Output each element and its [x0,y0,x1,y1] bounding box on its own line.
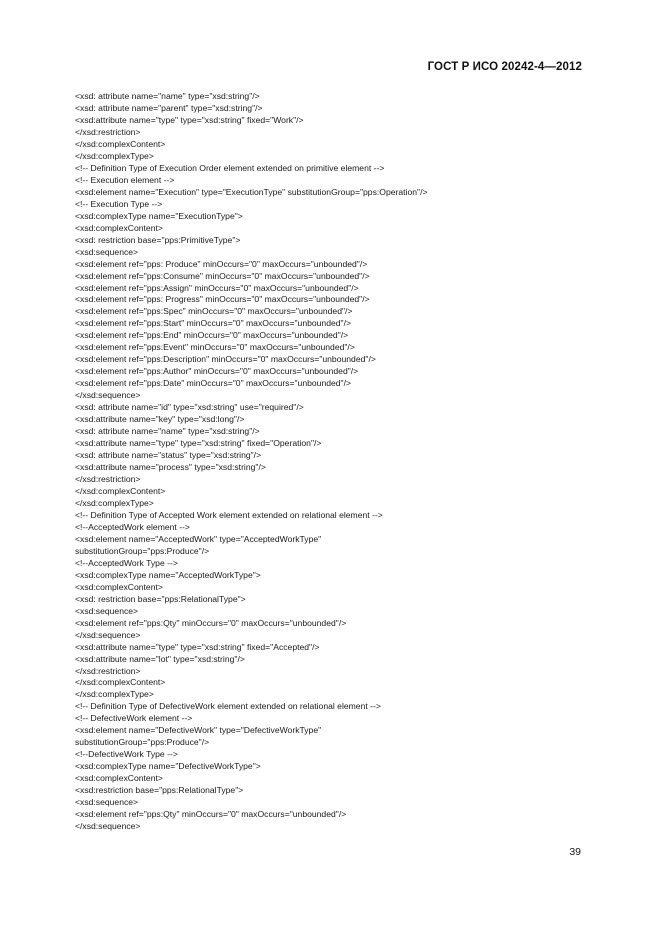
code-line: <xsd: restriction base="pps:PrimitiveType"> [75,234,241,245]
code-line: <xsd:complexContent> [75,222,163,233]
code-line: </xsd:sequence> [75,821,141,832]
code-line: <xsd:element ref="pps:Start" minOccurs="0" maxOccurs="unbounded"/> [75,318,352,329]
code-line: </xsd:restriction> [75,474,141,484]
code-line: <!-- Definition Type of Execution Order element extended on primitive element --> [75,162,385,173]
code-line: <xsd:attribute name="lot" type="xsd:string"/> [75,653,245,664]
code-line: <xsd:element ref="pps:Qty" minOccurs="0" maxOccurs="unbounded"/> [75,809,347,820]
code-line: <xsd:element ref="pps: Progress" minOccurs="0" maxOccurs="unbounded"/> [75,294,370,305]
code-line: </xsd:restriction> [75,665,141,676]
code-line: </xsd:complexType> [75,497,154,508]
code-line: <xsd: attribute name="status" type="xsd:string"/> [75,450,262,461]
code-line: <!-- Definition Type of DefectiveWork element extended on relational element --> [75,701,381,712]
page-number: 39 [569,846,581,858]
code-line: <xsd:attribute name="key" type="xsd:long"/> [75,414,245,425]
code-line: <xsd:element name="Execution" type="ExecutionType" substitutionGroup="pps:Operation"/> [75,186,428,197]
code-line: <xsd: attribute name="id" type="xsd:string" use="required"/> [75,402,304,413]
code-line: <xsd:attribute name="type" type="xsd:string" fixed="Work"/> [75,114,304,125]
code-line: <!-- Definition Type of Accepted Work element extended on relational element --> [75,509,383,520]
code-line: <xsd:sequence> [75,605,139,616]
code-line: <xsd:restriction base="pps:RelationalType"> [75,785,244,796]
code-line: <xsd:attribute name="type" type="xsd:string" fixed="Accepted"/> [75,641,320,652]
code-line: <!--AcceptedWork element --> [75,521,190,532]
code-line: <xsd:sequence> [75,246,139,257]
code-line: <xsd:element ref="pps:Event" minOccurs="0" maxOccurs="unbounded"/> [75,342,355,353]
code-line: <xsd:element name="AcceptedWork" type="AcceptedWorkType" [75,533,322,544]
code-line: <xsd:sequence> [75,797,139,808]
code-line: <xsd: attribute name="parent" type="xsd:string"/> [75,102,263,113]
standard-id-header: ГОСТ Р ИСО 20242-4—2012 [427,61,582,73]
code-line: </xsd:complexType> [75,689,154,700]
code-line: </xsd:complexType> [75,150,154,161]
code-line: <!-- Execution Type --> [75,198,163,209]
code-line: <xsd:complexType name="ExecutionType"> [75,210,243,221]
code-line: <xsd:complexType name="AcceptedWorkType"> [75,569,261,580]
xsd-code-listing [75,91,595,833]
code-line: <xsd: attribute name="name" type="xsd:string"/> [75,426,260,437]
code-line: <xsd:complexContent> [75,581,163,592]
code-line: <xsd:element ref="pps:Consume" minOccurs="0" maxOccurs="unbounded"/> [75,270,370,281]
code-line: <xsd:complexContent> [75,773,163,784]
code-line: <xsd:attribute name="process" type="xsd:string"/> [75,462,266,473]
code-line: <xsd:complexType name="DefectiveWorkType"> [75,761,261,772]
code-line: <xsd:element ref="pps:Spec" minOccurs="0" maxOccurs="unbounded"/> [75,306,353,317]
code-line: </xsd:sequence> [75,629,141,640]
code-line: <xsd:element ref="pps:Date" minOccurs="0" maxOccurs="unbounded"/> [75,378,352,389]
code-line: substitutionGroup="pps:Produce"/> [75,737,210,748]
code-line: <!--AcceptedWork Type --> [75,557,178,568]
code-line: <xsd:element ref="pps: Produce" minOccurs="0" maxOccurs="unbounded"/> [75,258,368,269]
code-line: </xsd:complexContent> [75,138,166,149]
code-line: <xsd:element ref="pps:Author" minOccurs="0" maxOccurs="unbounded"/> [75,366,359,377]
code-line: <xsd:element name="DefectiveWork" type="DefectiveWorkType" [75,725,322,736]
code-line: <xsd:attribute name="type" type="xsd:string" fixed="Operation"/> [75,438,322,449]
code-line: <xsd:element ref="pps:End" minOccurs="0" maxOccurs="unbounded"/> [75,330,349,341]
code-line: </xsd:restriction> [75,126,141,137]
code-line: </xsd:complexContent> [75,485,166,496]
code-line: substitutionGroup="pps:Produce"/> [75,545,210,556]
code-line: <xsd:element ref="pps:Description" minOccurs="0" maxOccurs="unbounded"/> [75,354,376,365]
code-line: </xsd:sequence> [75,390,141,401]
code-line: </xsd:complexContent> [75,677,166,688]
code-line: <!-- DefectiveWork element --> [75,713,193,724]
code-line: <xsd: restriction base="pps:RelationalType"> [75,593,246,604]
code-line: <xsd:element ref="pps:Assign" minOccurs="0" maxOccurs="unbounded"/> [75,282,359,293]
code-line: <xsd:element ref="pps:Qty" minOccurs="0" maxOccurs="unbounded"/> [75,617,347,628]
code-line: <!--DefectiveWork Type --> [75,749,178,760]
code-line: <!-- Execution element --> [75,174,175,185]
code-line: <xsd: attribute name="name" type="xsd:string"/> [75,91,260,101]
